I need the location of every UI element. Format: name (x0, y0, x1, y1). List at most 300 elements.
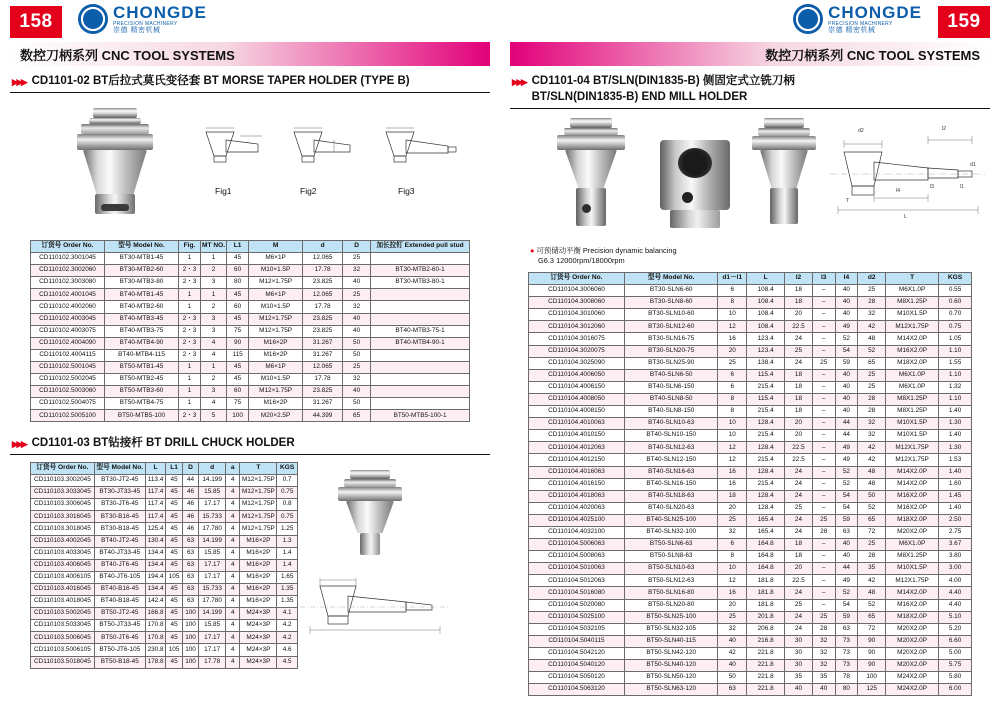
table-cell: CD110104.5010063 (529, 563, 625, 575)
table-cell: 22.5 (785, 575, 813, 587)
table-cell: 73 (835, 660, 858, 672)
table-cell: 40 (835, 285, 858, 297)
table-cell: M12×1.75P (249, 277, 303, 289)
table-cell: 128.4 (747, 442, 785, 454)
table-cell: 6 (718, 285, 747, 297)
table-cell: M8X1.25P (886, 393, 939, 405)
table-cell: 216.8 (747, 635, 785, 647)
table-cell: 25 (785, 345, 813, 357)
table-row (529, 333, 972, 345)
table-cell: CD110104.4010150 (529, 430, 625, 442)
table-cell: CD110103.5006045 (31, 632, 95, 644)
table-cell: CD110104.4012150 (529, 454, 625, 466)
table-cell: 1.40 (939, 502, 972, 514)
table-cell: M16X2.0P (886, 502, 939, 514)
table-cell: BT40-B18-45 (94, 596, 145, 608)
column-header: M (249, 241, 303, 253)
table-cell: – (812, 490, 835, 502)
table-cell: 28 (858, 297, 886, 309)
table-cell: BT50-JT33-45 (94, 620, 145, 632)
table-cell: 215.4 (747, 430, 785, 442)
left-title-bar (10, 42, 490, 66)
table-cell: 25 (343, 253, 371, 265)
fig3-caption: Fig3 (398, 186, 415, 196)
table-cell: 52 (835, 466, 858, 478)
table-cell: – (812, 539, 835, 551)
table-cell: – (812, 321, 835, 333)
table-cell: M24×3P (240, 620, 277, 632)
table-row (31, 265, 470, 277)
column-header: L (145, 463, 166, 475)
table-cell: CD110104.4008050 (529, 393, 625, 405)
table-cell: 35 (785, 672, 813, 684)
table-cell: – (812, 333, 835, 345)
table-cell: CD110104.5050120 (529, 672, 625, 684)
table-cell: 46 (182, 523, 198, 535)
table-cell: BT50-SLN16-80 (624, 587, 717, 599)
table-row (529, 442, 972, 454)
table-cell (371, 301, 470, 313)
table-cell: BT40-SLN12-150 (624, 454, 717, 466)
table-cell: BT30-MTB2-60-1 (371, 265, 470, 277)
table-cell: M12X1.75P (886, 454, 939, 466)
table-cell: 0.8 (277, 499, 298, 511)
table-cell: 22.5 (785, 454, 813, 466)
table-cell: 63 (182, 559, 198, 571)
table-cell: 1 (201, 253, 227, 265)
table-cell: 128.4 (747, 418, 785, 430)
table-cell (371, 349, 470, 361)
table-row (31, 487, 298, 499)
table-cell: M6X1.0P (886, 369, 939, 381)
table-cell: 4 (226, 547, 240, 559)
table-cell: 0.75 (939, 321, 972, 333)
table-cell: 4 (226, 523, 240, 535)
column-header: T (886, 273, 939, 285)
table-cell: 25 (858, 369, 886, 381)
table-cell: CD110102.4001045 (31, 289, 105, 301)
table-cell: 221.8 (747, 660, 785, 672)
table-cell: 4 (226, 656, 240, 668)
table-row (529, 466, 972, 478)
table-cell: 100 (182, 644, 198, 656)
table-cell: 5.10 (939, 611, 972, 623)
table-cell (371, 398, 470, 410)
table-cell: M12X1.75P (886, 442, 939, 454)
table-cell: CD110102.4004090 (31, 337, 105, 349)
table-cell: M16×2P (249, 337, 303, 349)
table-cell: 48 (858, 466, 886, 478)
table-row (31, 386, 470, 398)
table-cell: CD110102.4002060 (31, 301, 105, 313)
table-cell: 4 (226, 608, 240, 620)
table-cell: 2 (201, 374, 227, 386)
table-cell: 2・3 (179, 325, 201, 337)
table-row (529, 406, 972, 418)
table-cell: 80 (227, 277, 249, 289)
dim-label-d2: d2 (858, 128, 864, 134)
table-cell: CD110104.4006150 (529, 381, 625, 393)
table-cell: M20X2.0P (886, 623, 939, 635)
table-cell: 2.75 (939, 526, 972, 538)
table-cell: 28 (858, 393, 886, 405)
table-cell: M12×1.75P (240, 499, 277, 511)
table-cell: 72 (858, 623, 886, 635)
table-row (529, 369, 972, 381)
table-cell: 5.80 (939, 672, 972, 684)
table-cell: 25 (858, 285, 886, 297)
table-cell: 32 (858, 418, 886, 430)
table-cell: 108.4 (747, 297, 785, 309)
table-cell: BT50-SLN63-120 (624, 684, 717, 696)
table-cell (371, 253, 470, 265)
table-cell: – (812, 551, 835, 563)
table-cell: CD110102.3001045 (31, 253, 105, 265)
table-cell: 54 (835, 345, 858, 357)
table-cell: 1.30 (939, 418, 972, 430)
table-cell: 59 (835, 357, 858, 369)
table-cell: 45 (166, 596, 182, 608)
table-row (31, 596, 298, 608)
table-cell: 20 (718, 345, 747, 357)
table-cell: BT40-JT2-45 (94, 535, 145, 547)
table-cell: M10×1.5P (249, 374, 303, 386)
table-cell: 23.825 (303, 386, 343, 398)
table-row (529, 551, 972, 563)
table-cell: 60 (227, 301, 249, 313)
table-cell: M16×2P (240, 571, 277, 583)
table-cell: 28 (812, 526, 835, 538)
table-cell: 15.85 (199, 487, 226, 499)
table-cell: 15.85 (199, 547, 226, 559)
table-cell: 128.4 (747, 466, 785, 478)
table-cell: 12 (718, 442, 747, 454)
table-cell: BT50-B18-45 (94, 656, 145, 668)
table-cell: M20X2.0P (886, 526, 939, 538)
table-cell: M16×2P (240, 559, 277, 571)
table-cell: 25 (718, 611, 747, 623)
table-cell: CD110103.5033045 (31, 620, 95, 632)
table-cell: 52 (858, 345, 886, 357)
table-cell: 2 (201, 301, 227, 313)
table-cell: 45 (227, 289, 249, 301)
table-cell: 18 (785, 369, 813, 381)
table-cell: 1.40 (939, 430, 972, 442)
table-cell: 40 (835, 297, 858, 309)
table-cell: 20 (785, 309, 813, 321)
table-row (529, 660, 972, 672)
table-cell: 32 (812, 635, 835, 647)
table-cell: 28 (812, 623, 835, 635)
column-header: l4 (835, 273, 858, 285)
table-cell: 230.8 (145, 644, 166, 656)
table-cell: M20X2.0P (886, 660, 939, 672)
left-title-text: 数控刀柄系列 CNC TOOL SYSTEMS (20, 47, 235, 63)
table-cell: 8 (718, 551, 747, 563)
table-cell: CD110104.5025100 (529, 611, 625, 623)
table-cell: 59 (835, 611, 858, 623)
column-header: 型号 Model No. (105, 241, 179, 253)
table-cell: 115.4 (747, 393, 785, 405)
table-cell: M24X2.0P (886, 684, 939, 696)
column-header: d1－l1 (718, 273, 747, 285)
table-cell: 1.10 (939, 393, 972, 405)
table-cell: 24 (785, 526, 813, 538)
column-header: KGS (277, 463, 298, 475)
chevron-right-icon: ▸▸▸ (512, 74, 526, 89)
brand-chinese: 崇德 精密机械 (828, 27, 876, 35)
section-heading-text: CD1101-02 BT后拉式莫氏变径套 BT MORSE TAPER HOLDER (TYPE B) (31, 75, 410, 87)
section-heading-cd1101-03 (12, 436, 295, 452)
table-row (529, 490, 972, 502)
table-cell: BT40-MTB3-45 (105, 313, 179, 325)
table-cell: 1 (179, 301, 201, 313)
column-header: l2 (785, 273, 813, 285)
table-cell: 12.065 (303, 289, 343, 301)
table-cell: CD110103.4033045 (31, 547, 95, 559)
table-row (31, 374, 470, 386)
product-photo-bt-morse-taper (55, 108, 175, 218)
table-cell: 170.8 (145, 620, 166, 632)
table-cell: 46 (182, 487, 198, 499)
table-cell: 134.4 (145, 583, 166, 595)
table-cell: 181.8 (747, 587, 785, 599)
table-cell: BT40-SLN10-150 (624, 430, 717, 442)
column-header: D (343, 241, 371, 253)
brand-name: CHONGDE (828, 3, 922, 22)
table-cell: M24×3P (240, 608, 277, 620)
table-cell: 46 (182, 511, 198, 523)
table-cell: 49 (835, 454, 858, 466)
table-cell: 35 (812, 672, 835, 684)
table-cell: – (812, 309, 835, 321)
table-cell: 16 (718, 333, 747, 345)
table-cell: 100 (182, 632, 198, 644)
table-cell: M10X1.5P (886, 430, 939, 442)
table-row (31, 535, 298, 547)
table-cell: 6 (718, 539, 747, 551)
table-cell: 44.399 (303, 410, 343, 422)
table-cell: 4 (226, 475, 240, 487)
table-cell: 165.4 (747, 514, 785, 526)
column-header: L1 (227, 241, 249, 253)
table-cell: 2・3 (179, 277, 201, 289)
table-cell: CD110104.4010063 (529, 418, 625, 430)
table-cell: 3 (201, 386, 227, 398)
table-cell: 30 (785, 635, 813, 647)
table-cell: 50 (343, 337, 371, 349)
section-rule (510, 108, 990, 109)
table-cell: 12 (718, 454, 747, 466)
table-cell: 2・3 (179, 349, 201, 361)
table-cell: CD110104.5040115 (529, 635, 625, 647)
table-cell: BT30-SLN20-75 (624, 345, 717, 357)
table-cell: 5.00 (939, 647, 972, 659)
table-cell: – (812, 599, 835, 611)
table-cell: 25 (858, 539, 886, 551)
table-cell: M6×1P (249, 253, 303, 265)
table-cell: M14X2.0P (886, 466, 939, 478)
table-row (529, 297, 972, 309)
table-cell: 25 (718, 357, 747, 369)
table-cell: 40 (812, 684, 835, 696)
table-header-row (31, 463, 298, 475)
table-row (529, 684, 972, 696)
dim-label-l2: l2 (942, 126, 947, 132)
table-cell: M12×1.75P (240, 511, 277, 523)
table-cell: CD110104.3010060 (529, 309, 625, 321)
table-cell: M18X2.0P (886, 514, 939, 526)
table-row (529, 418, 972, 430)
table-cell: 20 (718, 599, 747, 611)
table-end-mill-holder (528, 272, 972, 696)
table-cell: – (812, 285, 835, 297)
table-cell: 115.4 (747, 369, 785, 381)
table-cell: 17.78 (303, 265, 343, 277)
table-cell: 45 (227, 253, 249, 265)
table-cell: 4 (226, 583, 240, 595)
table-cell: 65 (858, 611, 886, 623)
table-cell: 5.75 (939, 660, 972, 672)
table-cell: BT50-JT2-45 (94, 608, 145, 620)
table-row (529, 502, 972, 514)
table-cell: 46 (182, 499, 198, 511)
table-cell: 4 (226, 632, 240, 644)
table-cell: 48 (858, 587, 886, 599)
table-cell: M6×1P (249, 361, 303, 373)
table-cell: BT50-SLN20-80 (624, 599, 717, 611)
table-cell: M24×3P (240, 656, 277, 668)
table-cell: 0.60 (939, 297, 972, 309)
table-cell: CD110103.3033045 (31, 487, 95, 499)
table-cell: 4.40 (939, 599, 972, 611)
section-heading-text: CD1101-03 BT钻接杆 BT DRILL CHUCK HOLDER (31, 437, 295, 449)
table-cell: 221.8 (747, 684, 785, 696)
product-photo-end-mill-holder-1 (540, 118, 650, 236)
table-cell: 20 (718, 502, 747, 514)
table-cell: 17.17 (199, 644, 226, 656)
table-cell: M18X2.0P (886, 611, 939, 623)
fig1-drawing (200, 122, 270, 182)
table-cell: 32 (812, 660, 835, 672)
table-cell: 18 (785, 393, 813, 405)
chevron-right-icon: ▸▸▸ (12, 436, 26, 451)
table-cell: 24 (785, 623, 813, 635)
right-title-bar (510, 42, 990, 66)
table-cell: M12×1.75P (249, 386, 303, 398)
chevron-right-icon: ▸▸▸ (12, 74, 26, 89)
table-cell: 59 (835, 514, 858, 526)
table-cell: 1 (201, 289, 227, 301)
table-cell: – (812, 442, 835, 454)
column-header: L (747, 273, 785, 285)
table-cell: 63 (182, 583, 198, 595)
left-header (0, 0, 500, 46)
table-cell: 108.4 (747, 285, 785, 297)
table-cell: 45 (166, 632, 182, 644)
table-cell: BT30-SLN8-60 (624, 297, 717, 309)
table-cell: 23.825 (303, 325, 343, 337)
table-cell: BT40-SLN8-50 (624, 393, 717, 405)
table-cell: 4 (226, 499, 240, 511)
table-cell (371, 374, 470, 386)
table-cell: CD110104.4025100 (529, 514, 625, 526)
brand-logo-left (78, 4, 207, 34)
table-cell: CD110104.4032100 (529, 526, 625, 538)
table-cell: 16 (718, 466, 747, 478)
table-cell: 16 (718, 587, 747, 599)
table-cell: 18 (785, 539, 813, 551)
table-row (529, 599, 972, 611)
table-cell: BT30-MTB3-80 (105, 277, 179, 289)
table-cell: 17.780 (199, 523, 226, 535)
table-cell: 4 (226, 644, 240, 656)
table-cell: 4.2 (277, 632, 298, 644)
table-cell: CD110104.3016075 (529, 333, 625, 345)
table-cell: CD110102.4004115 (31, 349, 105, 361)
table-cell: – (812, 393, 835, 405)
table-cell: 20 (785, 418, 813, 430)
table-row (529, 393, 972, 405)
table-cell: CD110104.5063120 (529, 684, 625, 696)
table-cell: BT50-SLN12-63 (624, 575, 717, 587)
table-cell: – (812, 406, 835, 418)
table-cell: – (812, 430, 835, 442)
table-cell: 125.4 (145, 523, 166, 535)
table-cell: 128.4 (747, 490, 785, 502)
table-cell: 65 (858, 357, 886, 369)
table-cell: 100 (182, 620, 198, 632)
table-cell: M10×1.5P (249, 265, 303, 277)
table-cell: BT40-JT6-105 (94, 571, 145, 583)
table-cell: 17.17 (199, 559, 226, 571)
table-cell: CD110102.5003060 (31, 386, 105, 398)
table-cell: 32 (718, 526, 747, 538)
column-header: MT NO. (201, 241, 227, 253)
table-cell: BT40-MTB2-60 (105, 301, 179, 313)
table-cell: CD110104.4006050 (529, 369, 625, 381)
table-cell: CD110104.3006060 (529, 285, 625, 297)
table-cell: BT50-JT6-105 (94, 644, 145, 656)
table-cell: M24×3P (240, 644, 277, 656)
table-cell: CD110102.5001045 (31, 361, 105, 373)
table-row (529, 321, 972, 333)
table-row (31, 608, 298, 620)
table-cell: M12×1.75P (240, 487, 277, 499)
table-cell: 4.6 (277, 644, 298, 656)
table-cell: 50 (718, 672, 747, 684)
table-cell: 4 (201, 337, 227, 349)
table-cell: 2 (201, 265, 227, 277)
table-cell: 25 (343, 289, 371, 301)
table-cell: BT30-B18-45 (94, 523, 145, 535)
table-cell: 6 (718, 381, 747, 393)
table-row (529, 635, 972, 647)
table-cell: 15.733 (199, 583, 226, 595)
table-cell: CD110103.4006045 (31, 559, 95, 571)
table-cell: 4 (226, 535, 240, 547)
table-row (31, 644, 298, 656)
table-cell: M12×1.75P (249, 313, 303, 325)
table-cell: – (812, 297, 835, 309)
section-heading-cd1101-04 (512, 74, 795, 105)
table-cell: – (812, 454, 835, 466)
table-cell: 52 (858, 502, 886, 514)
table-cell: CD110104.4016150 (529, 478, 625, 490)
table-cell: 3 (201, 277, 227, 289)
table-cell: 12.065 (303, 253, 343, 265)
table-cell: CD110102.4003075 (31, 325, 105, 337)
